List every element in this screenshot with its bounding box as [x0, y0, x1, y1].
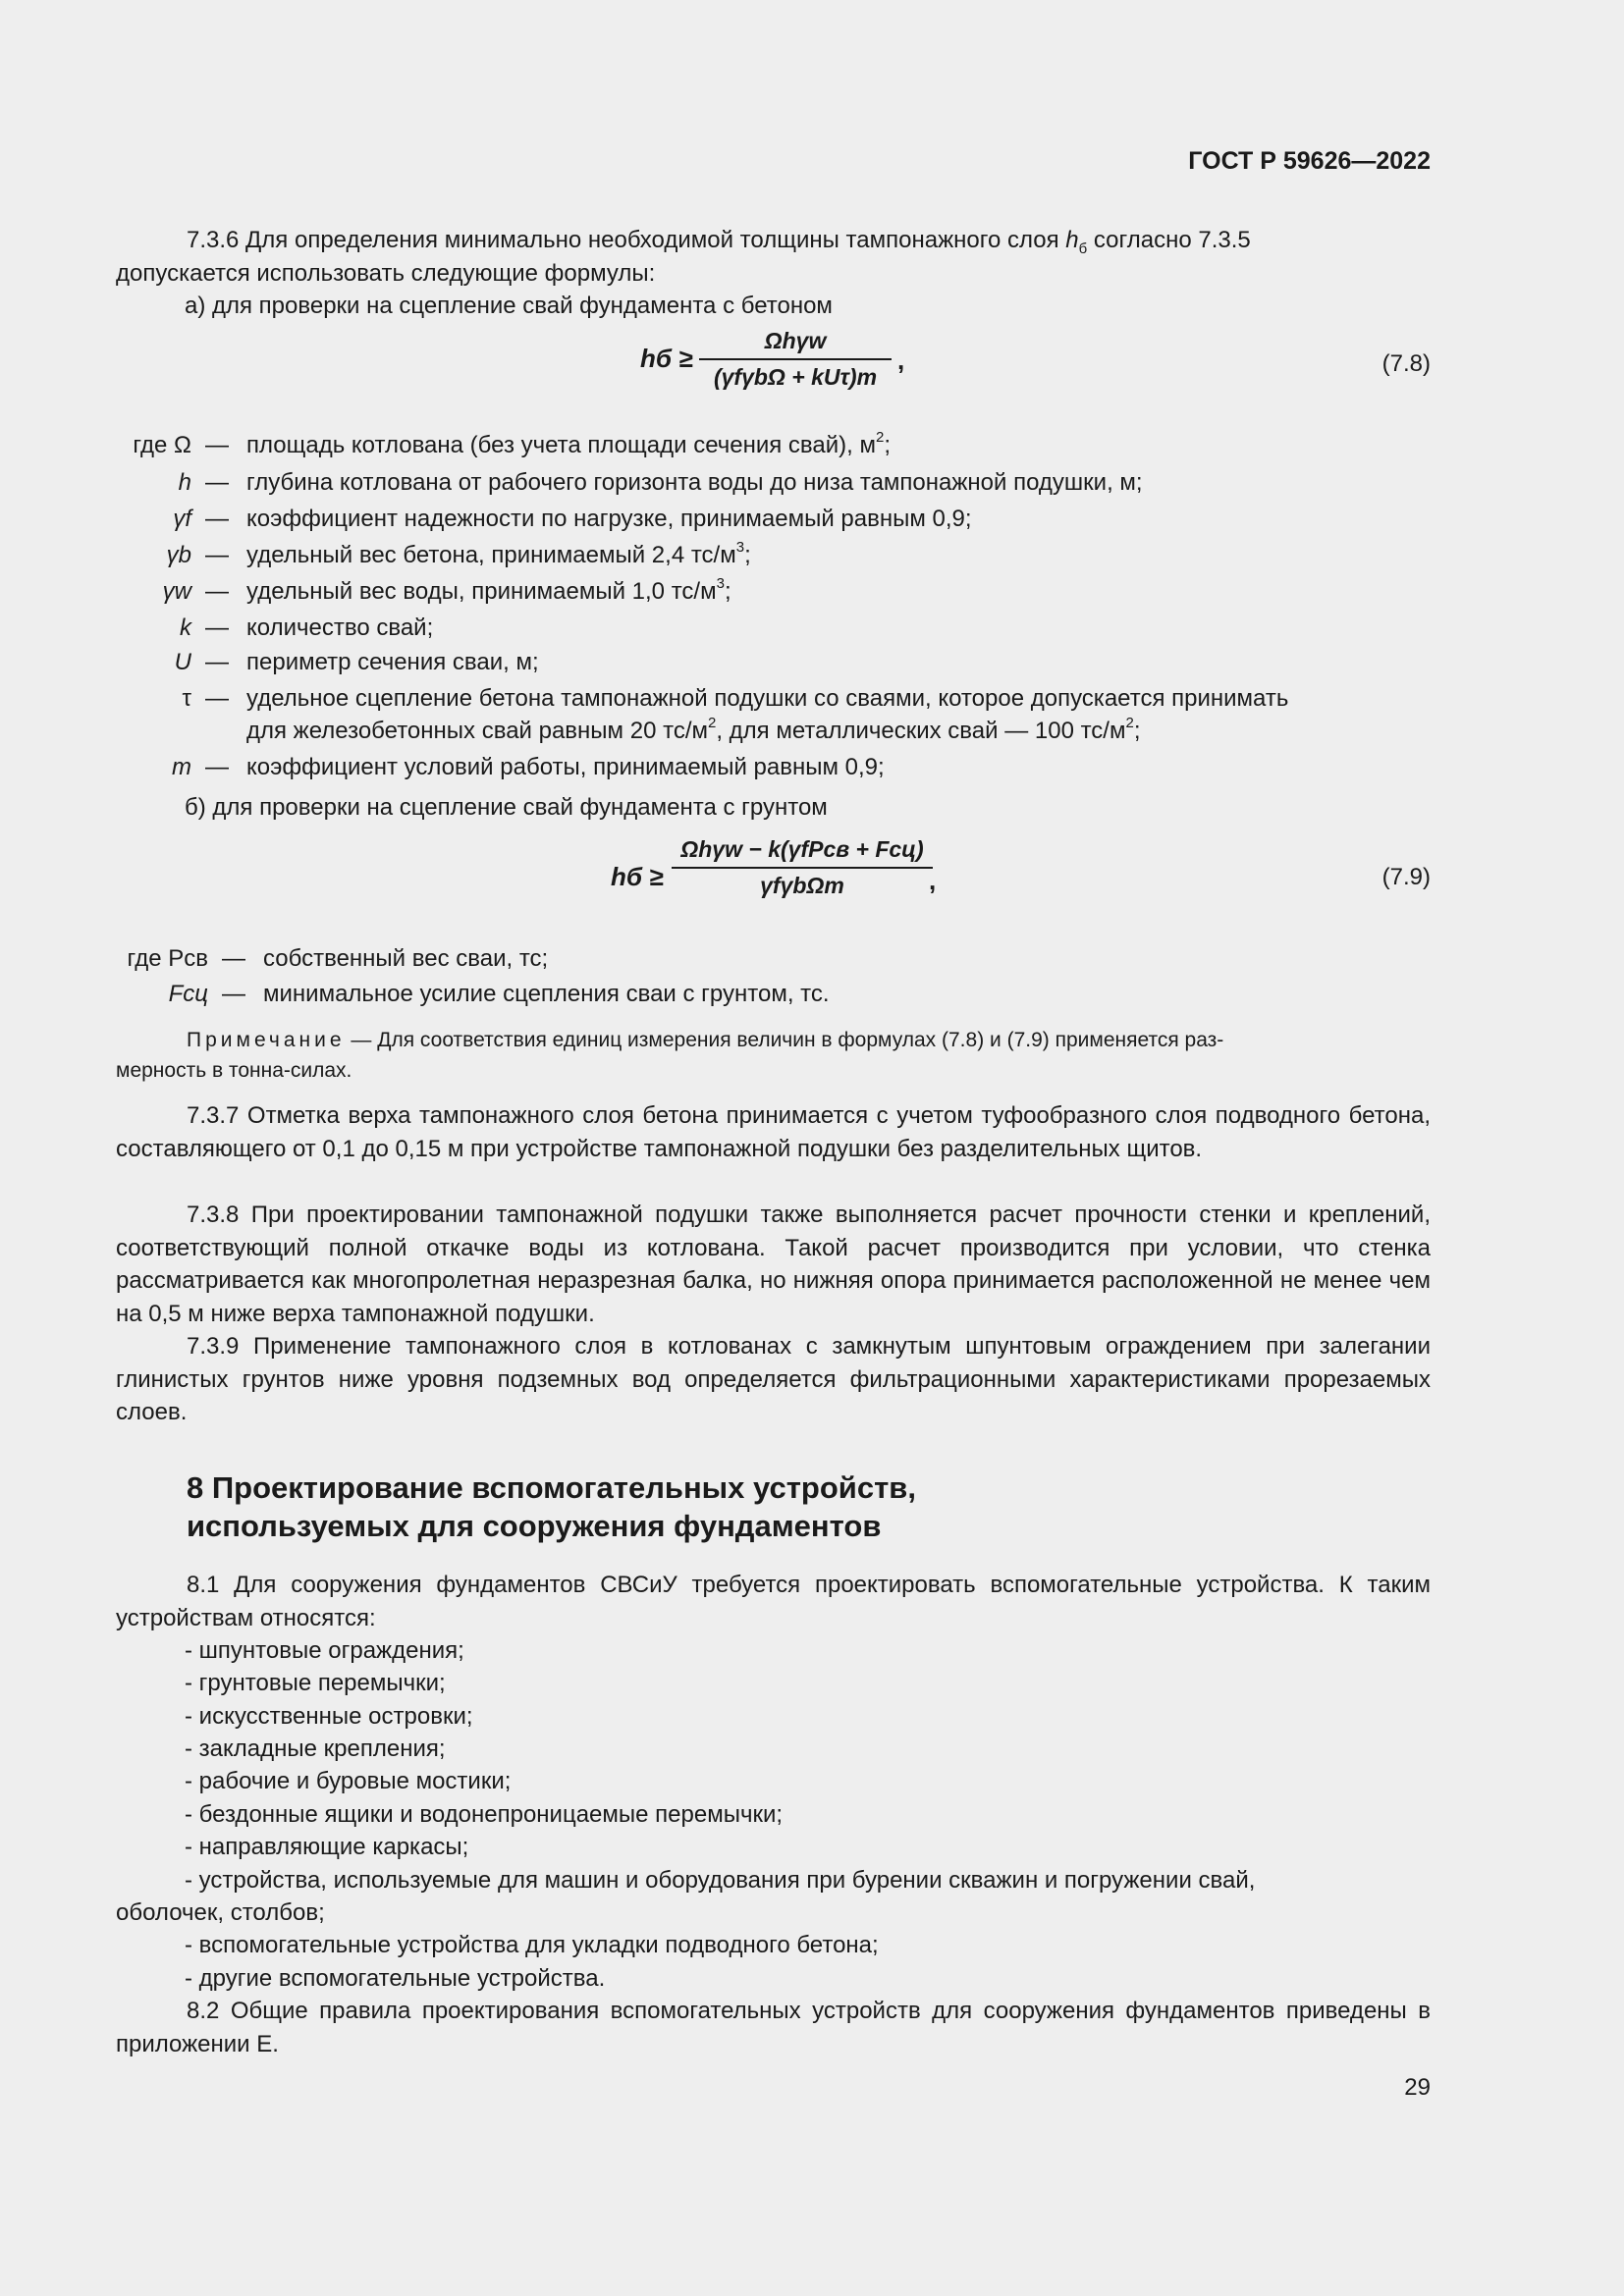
note: Примечание — Для соответствия единиц измерения величин в формулах (7.8) и (7.9) применяется раз-: [187, 1029, 1224, 1051]
paragraph-7-3-8: 7.3.8 При проектировании тампонажной подушки также выполняется расчет прочности стенки и креплений, соответствующий полной откачке воды из котлована. Такой расчет производится при условии, что стенка рассматривается как многопролетная неразрезная балка, но нижняя опора принимается расположенной не менее чем на 0,5 м ниже верха тампонажной подушки.: [116, 1201, 1431, 1327]
page-number: 29: [1404, 2074, 1431, 2101]
list-item-continuation: оболочек, столбов;: [116, 1899, 325, 1926]
item-a: а) для проверки на сцепление свай фундамента с бетоном: [185, 293, 833, 319]
where-f-sc: Fсц — минимальное усилие сцепления сваи с грунтом, тс.: [168, 981, 830, 1007]
list-item: - другие вспомогательные устройства.: [185, 1965, 606, 1992]
where-u: U — периметр сечения сваи, м;: [174, 649, 539, 675]
formula-7-9-lhs: hб ≥: [611, 862, 664, 891]
formula-7-9-denominator: γfγbΩm: [760, 873, 844, 898]
section-8-title-line2: используемых для сооружения фундаментов: [187, 1509, 882, 1543]
where-p-sv: где Pсв — собственный вес сваи, тс;: [127, 945, 549, 972]
section-8-title-line1: 8 Проектирование вспомогательных устройств,: [187, 1470, 916, 1505]
list-item: - устройства, используемые для машин и оборудования при бурении скважин и погружении свай,: [185, 1867, 1256, 1894]
formula-7-9-comma: ,: [929, 866, 937, 895]
where-m: m — коэффициент условий работы, принимаемый равным 0,9;: [172, 754, 885, 780]
formula-7-9-numerator: Ωhγw − k(γfPсв + Fсц): [672, 836, 933, 869]
where-tau-cont: для железобетонных свай равным 20 $тс/м^2$, для металлических свай — 100 $тс/м^2$;: [246, 715, 1141, 744]
list-item: - закладные крепления;: [185, 1735, 446, 1762]
list-item: - бездонные ящики и водонепроницаемые перемычки;: [185, 1801, 784, 1828]
list-item: - шпунтовые ограждения;: [185, 1637, 464, 1664]
formula-7-8-number: (7.8): [1381, 350, 1431, 377]
formula-7-8-fraction: [699, 328, 892, 391]
where-tau: τ — удельное сцепление бетона тампонажной подушки со сваями, которое допускается принимать: [182, 685, 1289, 712]
formula-7-8-comma: ,: [897, 346, 905, 375]
where-k: k — количество свай;: [180, 614, 434, 641]
formula-7-8-denominator: (γfγbΩ + kUτ)m: [713, 364, 878, 390]
where-h: h — глубина котлована от рабочего горизонта воды до низа тампонажной подушки, м;: [178, 469, 1143, 496]
where-gamma-b: γb — удельный вес бетона, принимаемый 2,4 $тс/м^3$;: [166, 539, 751, 568]
formula-7-8-lhs: hб ≥: [640, 344, 693, 373]
formula-7-8-numerator: Ωhγw: [699, 328, 892, 360]
list-item: - вспомогательные устройства для укладки подводного бетона;: [185, 1932, 879, 1958]
paragraph-7-3-7: 7.3.7 Отметка верха тампонажного слоя бетона принимается с учетом туфообразного слоя подводного бетона, составляющего от 0,1 до 0,15 м при устройстве тампонажной подушки без разделительных щитов.: [116, 1102, 1431, 1162]
formula-7-9-number: (7.9): [1381, 864, 1431, 890]
where-gamma-w: γw — удельный вес воды, принимаемый 1,0 $тс/м^3$;: [162, 575, 731, 605]
paragraph-8-2: 8.2 Общие правила проектирования вспомогательных устройств для сооружения фундаментов приведены в приложении Е.: [116, 1998, 1431, 2057]
note-continuation: мерность в тонна-силах.: [116, 1059, 352, 1082]
list-item: - грунтовые перемычки;: [185, 1670, 446, 1696]
where-omega: где Ω — площадь котлована (без учета площади сечения свай), $м^2$;: [133, 429, 892, 458]
paragraph-7-3-6-line1: 7.3.6 Для определения минимально необходимой толщины тампонажного слоя $h_б$ согласно 7.3.5: [187, 227, 1251, 257]
list-item: - искусственные островки;: [185, 1703, 473, 1730]
formula-7-9-fraction: [672, 836, 933, 899]
where-gamma-f: γf — коэффициент надежности по нагрузке, принимаемый равным 0,9;: [173, 506, 972, 532]
paragraph-7-3-9: 7.3.9 Применение тампонажного слоя в котлованах с замкнутым шпунтовым ограждением при залегании глинистых грунтов ниже уровня подземных вод определяется фильтрационными характеристиками прорезаемых слоев.: [116, 1333, 1431, 1425]
item-b: б) для проверки на сцепление свай фундамента с грунтом: [185, 794, 828, 821]
list-item: - направляющие каркасы;: [185, 1834, 469, 1860]
document-code-header: ГОСТ Р 59626—2022: [1188, 147, 1431, 175]
list-item: - рабочие и буровые мостики;: [185, 1768, 512, 1794]
note-label: Примечание: [187, 1029, 346, 1051]
paragraph-7-3-6-line2: допускается использовать следующие формулы:: [116, 260, 656, 287]
paragraph-8-1: 8.1 Для сооружения фундаментов СВСиУ требуется проектировать вспомогательные устройства. К таким устройствам относятся:: [116, 1572, 1431, 1631]
